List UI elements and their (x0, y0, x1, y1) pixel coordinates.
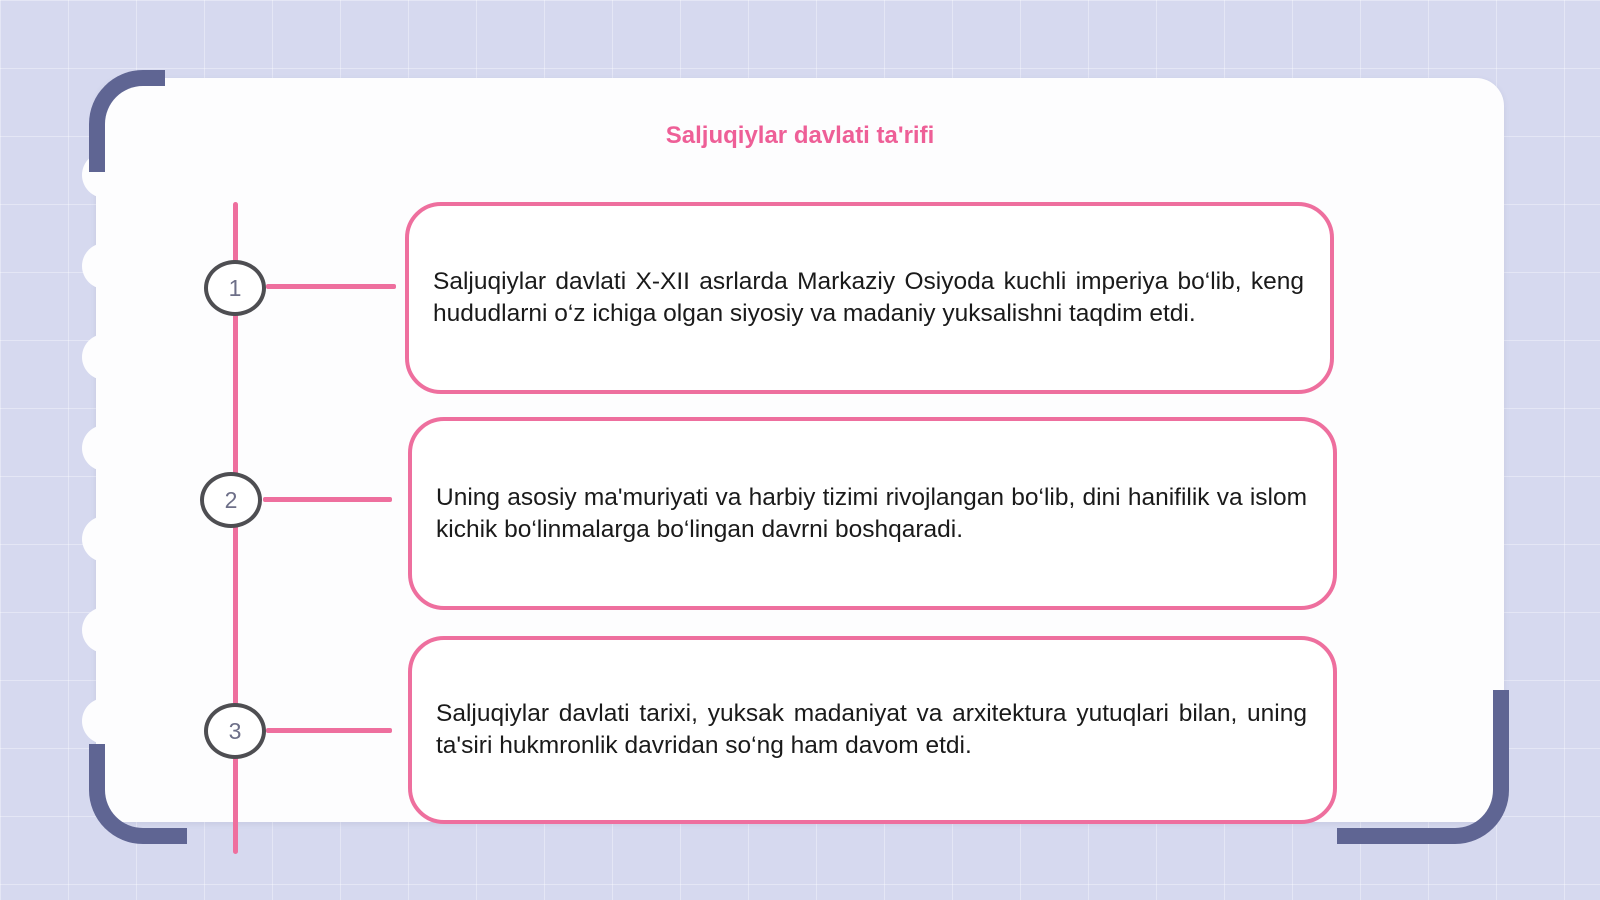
timeline-card-2 (408, 417, 1337, 610)
paper-notch (82, 607, 128, 653)
step-number-3: 3 (204, 703, 266, 759)
step-number-1: 1 (204, 260, 266, 316)
paper-notch (82, 243, 128, 289)
timeline-connector-3 (266, 728, 392, 733)
corner-bracket-bottom-right (1337, 690, 1509, 844)
paper-notch (82, 334, 128, 380)
corner-bracket-bottom-left (89, 744, 187, 844)
timeline-card-text-3: Saljuqiylar davlati tarixi, yuksak madaniyat va arxitektura yutuqlari bilan, uning ta'siri hukmronlik davridan so‘ng ham davom etdi. (436, 700, 1307, 759)
slide-title: Saljuqiylar davlati ta'rifi (665, 122, 935, 149)
paper-notch (82, 425, 128, 471)
timeline-connector-2 (263, 497, 392, 502)
timeline-card-text-1: Saljuqiylar davlati X-XII asrlarda Markaziy Osiyoda kuchli imperiya bo‘lib, keng hududlarni o‘z ichiga olgan siyosiy va madaniy yuksalishni taqdim etdi. (433, 268, 1304, 327)
timeline-card-text-2: Uning asosiy ma'muriyati va harbiy tizimi rivojlangan bo‘lib, dini hanifilik va islom kichik bo‘linmalarga bo‘lingan davrni boshqaradi. (436, 483, 1307, 543)
corner-bracket-top-left (89, 70, 165, 172)
timeline-card-1 (405, 202, 1334, 394)
paper-notch (82, 516, 128, 562)
timeline-connector-1 (266, 284, 396, 289)
paper-notch (82, 698, 128, 744)
step-number-2: 2 (200, 472, 262, 528)
timeline-card-3 (408, 636, 1337, 824)
